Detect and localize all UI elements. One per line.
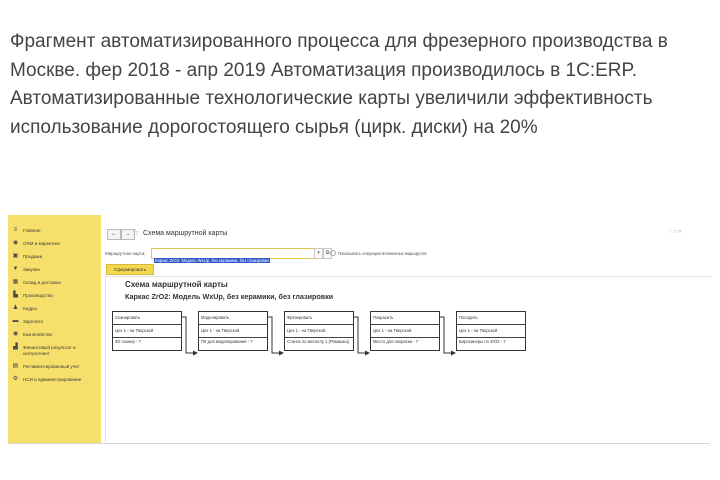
wallet-icon: ▬ xyxy=(12,318,19,324)
route-card-value: Каркас ZrO2: Модель WxUp, без керамики, без глазировки xyxy=(155,258,269,263)
operation-dept: Цех 1 - на Тверской xyxy=(371,325,439,338)
sidebar-item-label: НСИ и администрирование xyxy=(23,377,82,382)
report-subtitle: Каркас ZrO2: Модель WxUp, без керамики, без глазировки xyxy=(125,292,334,301)
sidebar-item-label: Кадры xyxy=(23,306,37,311)
operation-name: Посадить xyxy=(457,312,525,325)
sidebar-item-label: Склад и доставка xyxy=(23,280,61,285)
sidebar-item-label: Производство xyxy=(23,293,53,298)
operation-dept: Цех 1 - на Тверской xyxy=(457,325,525,338)
person-icon: ♟ xyxy=(12,305,19,311)
dropdown-icon[interactable]: ▾ xyxy=(314,248,323,259)
window-title: Схема маршрутной карты xyxy=(143,230,228,237)
operation-name: Сканировать xyxy=(113,312,181,325)
sidebar-item-label: CRM и маркетинг xyxy=(23,241,61,246)
sidebar-item-label: Финансовый результат и контроллинг xyxy=(23,345,76,356)
operation-resource: 3D сканер - 7 xyxy=(115,339,141,344)
generate-button[interactable]: Сформировать xyxy=(106,264,154,275)
forward-button[interactable]: → xyxy=(121,229,135,240)
ledger-icon: ▤ xyxy=(12,363,19,369)
chart-icon: ▟ xyxy=(13,344,18,350)
menu-icon: ≡ xyxy=(13,227,18,233)
sidebar-item-label: Продажи xyxy=(23,254,43,259)
operation-name: Моделировать xyxy=(199,312,267,325)
open-link-icon[interactable]: ⧉ xyxy=(323,248,332,259)
operation-resource: ПК для моделирования - 7 xyxy=(201,339,253,344)
sidebar-item-label: Казначейство xyxy=(23,332,53,337)
operation-dept: Цех 1 - на Тверской xyxy=(285,325,353,338)
operation-name: Покрасить xyxy=(371,312,439,325)
operation-resource: Станок по металлу 1 (Ромашка) xyxy=(287,339,350,344)
route-arrows xyxy=(8,215,710,443)
gear-icon: ⚙ xyxy=(12,376,19,382)
coin-icon: ◉ xyxy=(12,331,19,337)
show-nested-label: Показывать операции вложенных маршрутов xyxy=(338,251,427,256)
article-caption: Фрагмент автоматизированного процесса для фрезерного производства в Москве. фер 2018 - апр 2019 Автоматизация производилось в 1С:ERP. Автоматизированные технологические карты увеличили эффективность использование дорогостоящего сырья (цирк. диски) на 20% xyxy=(10,31,668,138)
warehouse-icon: ▦ xyxy=(12,279,19,285)
sidebar-item-label: Закупки xyxy=(23,267,40,272)
operation-dept: Цех 1 - на Тверской xyxy=(199,325,267,338)
sidebar-item-label: Зарплата xyxy=(23,319,44,324)
report-title: Схема маршрутной карты xyxy=(125,280,228,289)
target-icon: ◉ xyxy=(12,240,19,246)
star-icon[interactable]: ☆ xyxy=(132,228,140,237)
factory-icon: ▙ xyxy=(13,292,18,298)
cart-icon: ▼ xyxy=(12,266,19,272)
sidebar-item-label: Регламентированный учет xyxy=(23,364,80,369)
operation-name: Фрезеровать xyxy=(285,312,353,325)
operation-resource: Боросинеры по ZrO2 - 7 xyxy=(459,339,506,344)
operation-resource: Место для покраски - 7 xyxy=(373,339,419,344)
route-card-label: Маршрутная карта: xyxy=(105,251,146,256)
sidebar-item-label: Главное xyxy=(23,228,41,233)
window-controls[interactable]: ⋮ □ × xyxy=(668,229,682,235)
erp-screenshot xyxy=(8,215,710,444)
shop-icon: ▣ xyxy=(12,253,19,259)
operation-dept: Цех 1 - на Тверской xyxy=(113,325,181,338)
back-button[interactable]: ← xyxy=(107,229,121,240)
